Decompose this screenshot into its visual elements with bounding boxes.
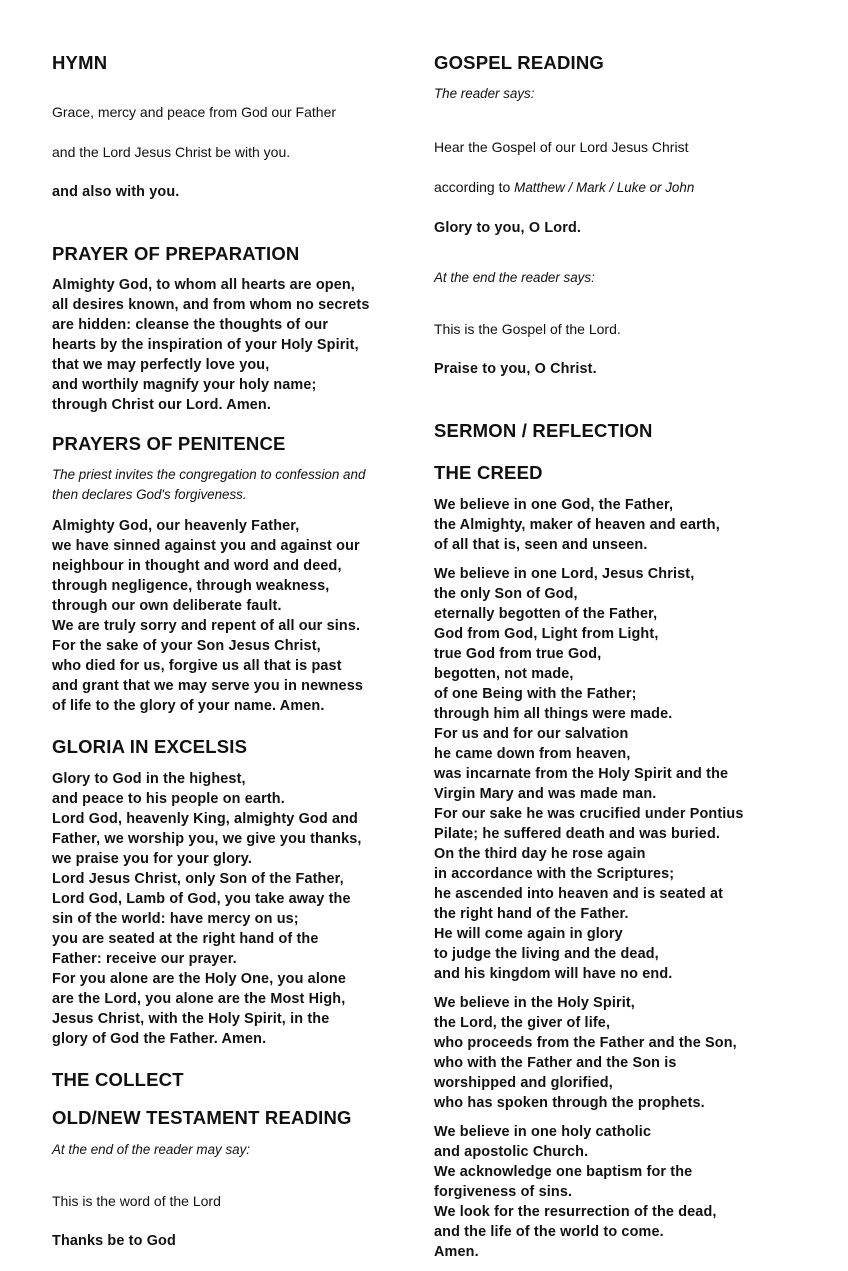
gospel-line-3: This is the Gospel of the Lord.	[434, 321, 621, 337]
reading-text	[52, 1171, 414, 1271]
creed-paragraph-3: We believe in the Holy Spirit, the Lord, the giver of life, who proceeds from the Father and the Son, who with the Father and the Son is worshipped and glorified, who has spoken through the prophets.	[434, 995, 737, 1111]
creed-paragraph-1: We believe in one God, the Father, the Almighty, maker of heaven and earth, of all that is, seen and unseen.	[434, 497, 720, 553]
preparation-heading: PRAYER OF PREPARATION	[52, 243, 300, 264]
left-column	[52, 50, 414, 1271]
reading-line: This is the word of the Lord	[52, 1193, 221, 1209]
gloria-text: Glory to God in the highest, and peace to his people on earth. Lord God, heavenly King, almighty God and Father, we worship you, we give you thanks, we praise you for your glory. Lord Jesus Christ, only Son of the Father, Lord God, Lamb of God, you take away the sin of the world: have mercy on us; you are seated at the right hand of the Father: receive our prayer. For you alone are the Holy One, you alone are the Lord, you alone are the Most High, Jesus Christ, with the Holy Spirit, in the glory of God the Father. Amen.	[52, 771, 362, 1047]
hymn-text	[52, 82, 414, 222]
gospel-announcement	[434, 117, 814, 258]
gospel-rubric-2: At the end the reader says:	[434, 270, 595, 285]
gospel-rubric-1: The reader says:	[434, 86, 535, 101]
gospel-heading: GOSPEL READING	[434, 52, 605, 73]
gospel-evangelists: Matthew / Mark / Luke or John	[514, 180, 695, 195]
gospel-line-2-prefix: according to	[434, 179, 515, 195]
reading-response: Thanks be to God	[52, 1233, 176, 1249]
reading-heading: OLD/NEW TESTAMENT READING	[52, 1107, 352, 1128]
hymn-response: and also with you.	[52, 184, 180, 200]
penitence-rubric: The priest invites the congregation to confession and then declares God's forgiveness.	[52, 467, 366, 502]
preparation-prayer: Almighty God, to whom all hearts are open, all desires known, and from whom no secrets are hidden: cleanse the thoughts of our hearts by the inspiration of your Holy Spirit, that we may perfectly love you, and worthily magnify your holy name; through Christ our Lord. Amen.	[52, 277, 370, 413]
right-column	[434, 50, 814, 1262]
sermon-heading: SERMON / REFLECTION	[434, 420, 653, 441]
hymn-heading: HYMN	[52, 52, 108, 73]
creed-paragraph-4: We believe in one holy catholic and apostolic Church. We acknowledge one baptism for the forgiveness of sins. We look for the resurrection of the dead, and the life of the world to come. Amen.	[434, 1124, 717, 1260]
reading-rubric: At the end of the reader may say:	[52, 1142, 250, 1157]
gospel-line-1: Hear the Gospel of our Lord Jesus Christ	[434, 139, 689, 155]
hymn-line-2: and the Lord Jesus Christ be with you.	[52, 144, 291, 160]
gospel-ending	[434, 299, 814, 399]
gospel-response-2: Praise to you, O Christ.	[434, 361, 597, 377]
gospel-line-2	[434, 177, 814, 198]
penitence-heading: PRAYERS OF PENITENCE	[52, 433, 286, 454]
penitence-prayer: Almighty God, our heavenly Father, we have sinned against you and against our neighbour in thought and word and deed, through negligence, through weakness, through our own deliberate fault. We are truly sorry and repent of all our sins. For the sake of your Son Jesus Christ, who died for us, forgive us all that is past and grant that we may serve you in newness of life to the glory of your name. Amen.	[52, 518, 363, 714]
gospel-response-1: Glory to you, O Lord.	[434, 220, 582, 236]
collect-heading: THE COLLECT	[52, 1069, 184, 1090]
creed-paragraph-2: We believe in one Lord, Jesus Christ, the only Son of God, eternally begotten of the Father, God from God, Light from Light, true God from true God, begotten, not made, of one Being with the Father; through him all things were made. For us and for our salvation he came down from heaven, was incarnate from the Holy Spirit and the Virgin Mary and was made man. For our sake he was crucified under Pontius Pilate; he suffered death and was buried. On the third day he rose again in accordance with the Scriptures; he ascended into heaven and is seated at the right hand of the Father. He will come again in glory to judge the living and the dead, and his kingdom will have no end.	[434, 566, 744, 982]
creed-heading: THE CREED	[434, 462, 543, 483]
gloria-heading: GLORIA IN EXCELSIS	[52, 736, 248, 757]
hymn-line-1: Grace, mercy and peace from God our Father	[52, 104, 337, 120]
